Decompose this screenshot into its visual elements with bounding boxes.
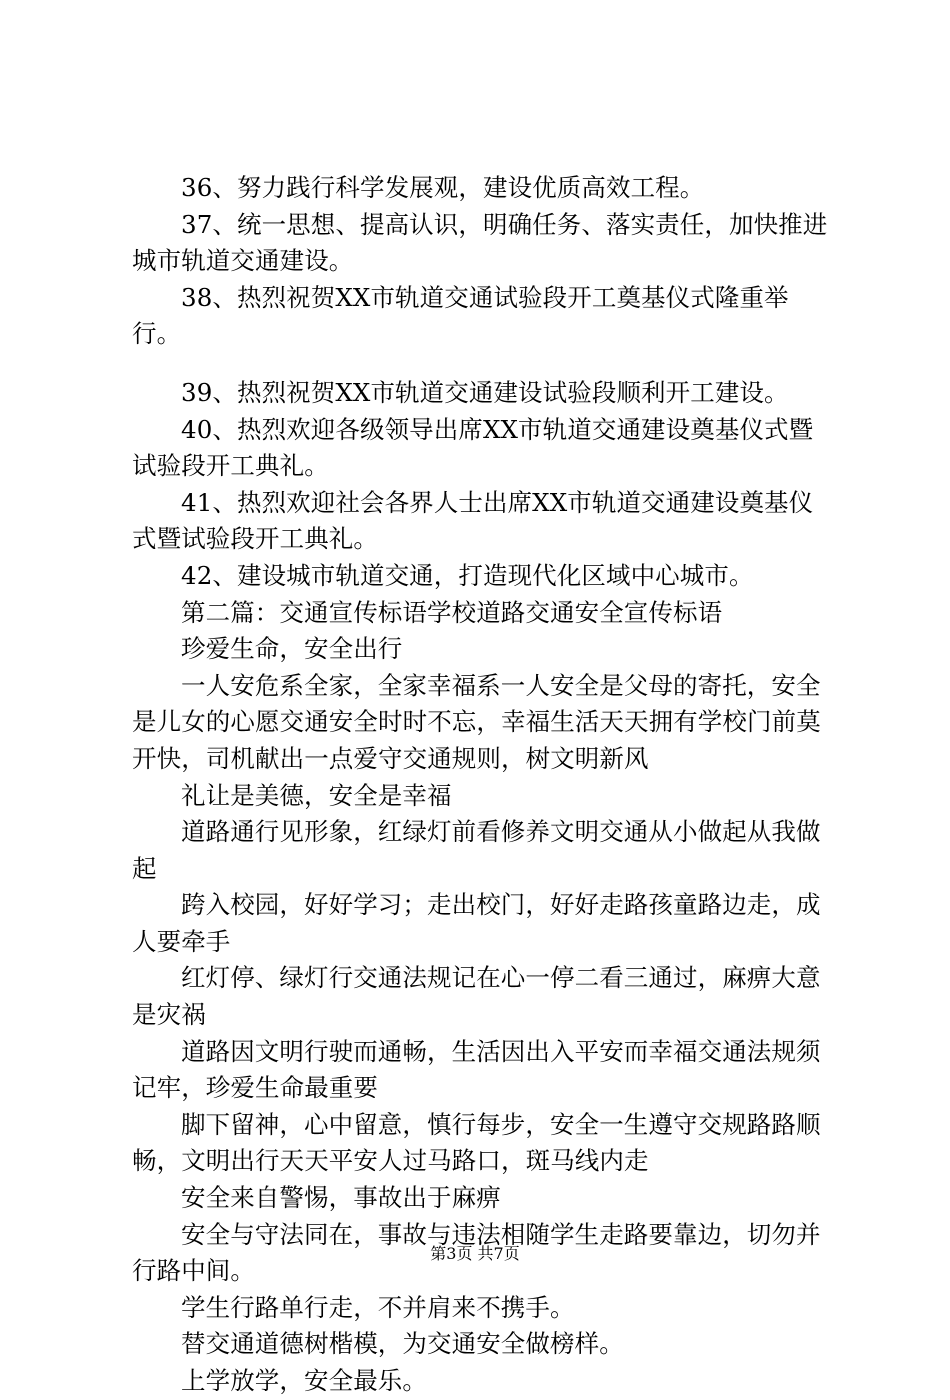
slogan-37: 37、统一思想、提高认识，明确任务、落实责任，加快推进城市轨道交通建设。 [132, 209, 828, 276]
slogan-line: 跨入校园，好好学习；走出校门，好好走路孩童路边走，成人要牵手 [132, 890, 821, 956]
page-body [132, 170, 837, 1400]
slogan-39: 39、热烈祝贺XX市轨道交通建设试验段顺利开工建设。 [181, 377, 789, 407]
slogan-line: 珍爱生命，安全出行 [181, 634, 403, 664]
slogan-line: 替交通道德树楷模，为交通安全做榜样。 [181, 1329, 624, 1359]
page-number-footer: 第3页 共7页 [430, 1244, 520, 1263]
slogan-line: 礼让是美德，安全是幸福 [181, 780, 452, 810]
slogan-40: 40、热烈欢迎各级领导出席XX市轨道交通建设奠基仪式暨试验段开工典礼。 [132, 414, 814, 481]
slogan-38: 38、热烈祝贺XX市轨道交通试验段开工奠基仪式隆重举行。 [132, 282, 789, 349]
section-heading: 第二篇：交通宣传标语学校道路交通安全宣传标语 [181, 597, 723, 627]
slogan-36: 36、努力践行科学发展观，建设优质高效工程。 [181, 173, 705, 202]
slogan-line: 道路因文明行驶而通畅，生活因出入平安而幸福交通法规须记牢，珍爱生命最重要 [132, 1036, 821, 1103]
slogan-42: 42、建设城市轨道交通，打造现代化区域中心城市。 [181, 560, 754, 590]
slogan-line: 红灯停、绿灯行交通法规记在心一停二看三通过，麻痹大意是灾祸 [132, 963, 821, 1030]
paragraph-gap [132, 353, 837, 375]
slogan-41: 41、热烈欢迎社会各界人士出席XX市轨道交通建设奠基仪式暨试验段开工典礼。 [132, 487, 814, 554]
slogan-line: 安全与守法同在，事故与违法相随学生走路要靠边，切勿并行路中间。 [132, 1219, 821, 1286]
slogan-line: 上学放学，安全最乐。 [181, 1366, 427, 1395]
slogan-line: 学生行路单行走，不并肩来不携手。 [181, 1292, 575, 1322]
slogan-line: 脚下留神，心中留意，慎行每步，安全一生遵守交规路路顺畅，文明出行天天平安人过马路口，斑马线内走 [132, 1109, 821, 1176]
slogan-line: 一人安危系全家，全家幸福系一人安全是父母的寄托，安全是儿女的心愿交通安全时时不忘，幸福生活天天拥有学校门前莫开快，司机献出一点爱守交通规则，树文明新风 [132, 670, 821, 773]
slogan-line: 安全来自警惕，事故出于麻痹 [181, 1183, 501, 1213]
slogan-line: 道路通行见形象，红绿灯前看修养文明交通从小做起从我做起 [132, 817, 821, 883]
